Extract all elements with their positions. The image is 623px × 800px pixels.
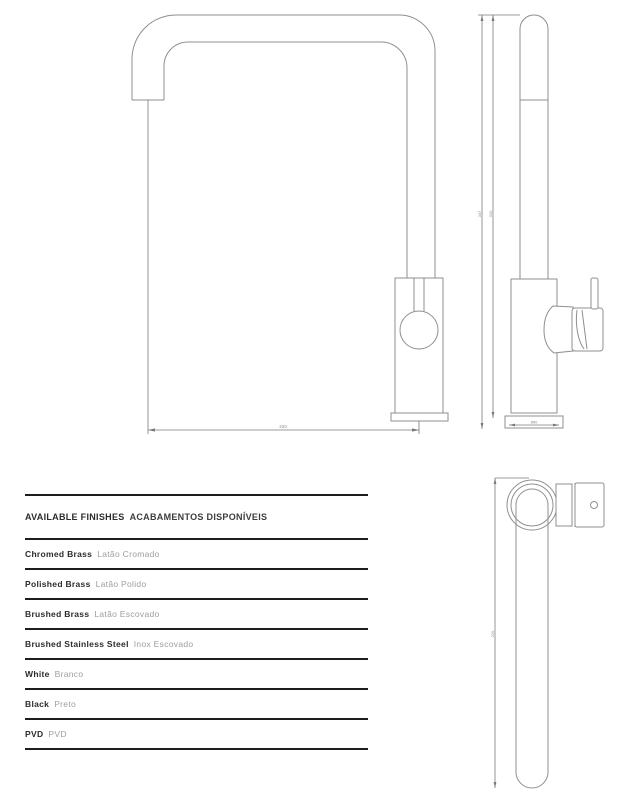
valve-circle: [400, 311, 438, 349]
top-view-drawing: [490, 478, 604, 788]
finish-name-pt: Branco: [54, 669, 84, 679]
cartridge-lines: [414, 278, 424, 311]
finish-name-pt: Preto: [54, 699, 77, 709]
top-length-label: 220: [490, 630, 495, 638]
finishes-header-en: AVAILABLE FINISHES: [25, 512, 125, 522]
front-width-label: 220: [279, 424, 287, 429]
side-height-dimension-inner: [488, 15, 494, 418]
finish-name-en: Polished Brass: [25, 579, 91, 589]
top-body-outer-circle: [507, 480, 557, 530]
handle-cam: [544, 306, 573, 353]
finish-name-pt: Latão Polido: [95, 579, 147, 589]
handle-lever-rod: [591, 278, 598, 309]
finishes-header: [25, 496, 368, 540]
top-handle-block: [575, 483, 604, 527]
finish-name-en: PVD: [25, 729, 44, 739]
base-flange: [391, 413, 448, 421]
top-handle-neck: [556, 484, 572, 526]
finish-name-en: Brushed Brass: [25, 609, 90, 619]
finish-row: [25, 630, 368, 660]
top-spout-capsule: [516, 489, 548, 788]
side-height-label-inner: 310: [488, 210, 493, 218]
finish-name-pt: Inox Escovado: [133, 639, 194, 649]
finish-name-en: Brushed Stainless Steel: [25, 639, 129, 649]
spout-outer-line: [132, 15, 435, 278]
side-height-dimension-outer: [477, 15, 483, 429]
front-view-drawing: [132, 15, 448, 434]
finish-name-en: Black: [25, 699, 50, 709]
finish-row: [25, 660, 368, 690]
finish-name-en: White: [25, 669, 50, 679]
faucet-body: [395, 278, 443, 413]
finish-row: [25, 690, 368, 720]
finishes-header-pt: ACABAMENTOS DISPONÍVEIS: [129, 512, 268, 522]
side-base-label: Ø50: [530, 420, 538, 425]
finish-name-pt: Latão Cromado: [97, 549, 160, 559]
finish-name-pt: PVD: [48, 729, 67, 739]
finishes-table: [25, 494, 368, 750]
spout-inner-line: [164, 42, 407, 278]
finish-row: [25, 720, 368, 750]
finish-row: [25, 600, 368, 630]
side-view-drawing: [477, 15, 603, 429]
side-spout-column: [520, 15, 548, 279]
top-body-inner-circle: [511, 484, 553, 526]
finish-row: [25, 570, 368, 600]
finish-row: [25, 540, 368, 570]
finish-name-en: Chromed Brass: [25, 549, 93, 559]
finish-name-pt: Latão Escovado: [94, 609, 160, 619]
side-height-label-outer: 347: [477, 210, 482, 218]
front-width-dimension: [148, 100, 419, 434]
